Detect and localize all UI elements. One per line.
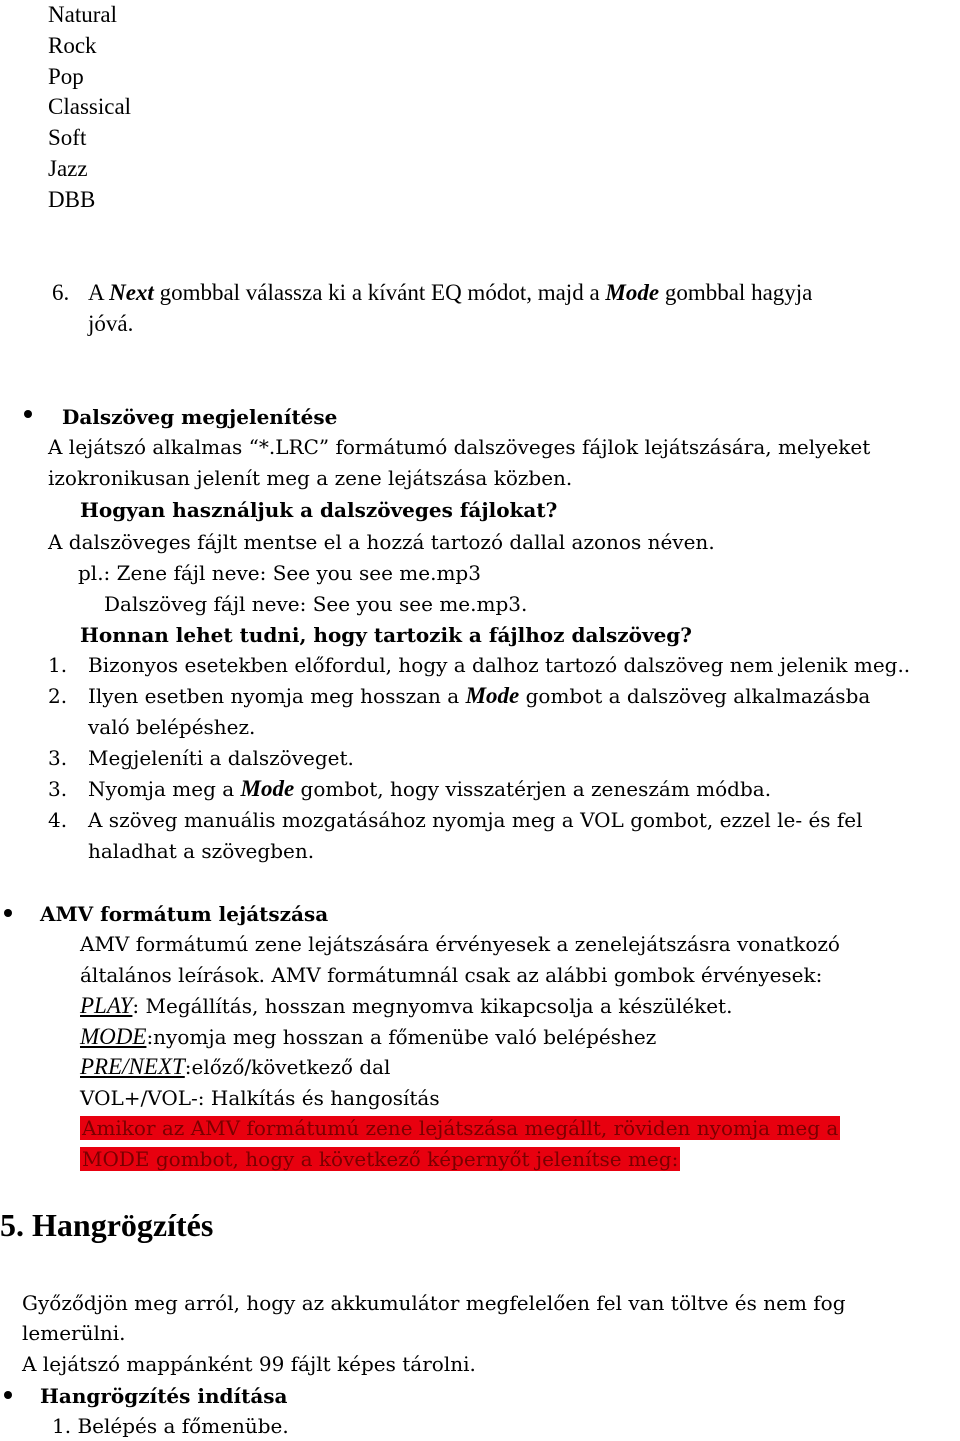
step-text: A Next gombbal válassza ki a kívánt EQ módot, majd a Mode gombbal hagyja <box>88 280 813 305</box>
example-line: Dalszöveg fájl neve: See you see me.mp3. <box>104 592 528 616</box>
list-item: Soft <box>48 125 87 150</box>
step-text: A szöveg manuális mozgatásához nyomja meg a VOL gombot, ezzel le- és fel <box>88 808 863 832</box>
step-number: 3. <box>48 746 68 770</box>
step-text: Ilyen esetben nyomja meg hosszan a Mode gombot a dalszöveg alkalmazásba <box>88 683 871 708</box>
step-text: Megjeleníti a dalszöveget. <box>88 746 354 770</box>
key-description: PRE/NEXT:előző/következő dal <box>80 1054 391 1079</box>
bullet-icon <box>24 410 32 418</box>
key-description: PLAY: Megállítás, hosszan megnyomva kikapcsolja a készüléket. <box>80 993 733 1018</box>
subheading: Hogyan használjuk a dalszöveges fájlokat? <box>80 498 558 522</box>
step-number: 2. <box>48 684 68 708</box>
step-number: 1. <box>48 653 68 677</box>
list-item: Classical <box>48 94 132 119</box>
step-number: 4. <box>48 808 68 832</box>
list-item: Pop <box>48 64 84 89</box>
paragraph-line: AMV formátumú zene lejátszására érvényesek a zenelejátszásra vonatkozó <box>80 932 840 956</box>
paragraph-line: általános leírások. AMV formátumnál csak az alábbi gombok érvényesek: <box>80 963 823 987</box>
bullet-icon <box>4 1391 12 1399</box>
paragraph-line: A lejátszó mappánként 99 fájlt képes tárolni. <box>22 1352 476 1376</box>
key-description: MODE:nyomja meg hosszan a főmenübe való belépéshez <box>80 1024 657 1049</box>
list-item: DBB <box>48 187 96 212</box>
step-number: 3. <box>48 777 68 801</box>
highlighted-note: MODE gombot, hogy a következő képernyőt jelenítse meg: <box>82 1147 679 1171</box>
subheading: Honnan lehet tudni, hogy tartozik a fájlhoz dalszöveg? <box>80 623 693 647</box>
paragraph-line: A dalszöveges fájlt mentse el a hozzá tartozó dallal azonos néven. <box>48 530 715 554</box>
paragraph-line: izokronikusan jelenít meg a zene lejátszása közben. <box>48 466 573 490</box>
paragraph-line: lemerülni. <box>22 1321 126 1345</box>
step-text: 1. Belépés a főmenübe. <box>52 1414 289 1438</box>
paragraph-line: Győződjön meg arról, hogy az akkumulátor megfelelően fel van töltve és nem fog <box>22 1291 846 1315</box>
section-heading: Dalszöveg megjelenítése <box>62 405 338 429</box>
step-text-cont: való belépéshez. <box>88 715 256 739</box>
step-text-cont: haladhat a szövegben. <box>88 839 315 863</box>
paragraph-line: A lejátszó alkalmas “*.LRC” formátumó dalszöveges fájlok lejátszására, melyeket <box>48 435 871 459</box>
step-number: 6. <box>52 280 70 305</box>
bullet-icon <box>4 909 12 917</box>
section-title: 5. Hangrögzítés <box>0 1207 214 1243</box>
subheading: Hangrögzítés indítása <box>40 1384 288 1408</box>
highlighted-note: Amikor az AMV formátumú zene lejátszása megállt, röviden nyomja meg a <box>82 1116 839 1140</box>
list-item: Jazz <box>48 156 88 181</box>
step-text: Nyomja meg a Mode gombot, hogy visszatérjen a zeneszám módba. <box>88 776 772 801</box>
step-text-cont: jóvá. <box>88 311 134 336</box>
list-item: Rock <box>48 33 97 58</box>
example-line: pl.: Zene fájl neve: See you see me.mp3 <box>78 561 481 585</box>
step-text: Bizonyos esetekben előfordul, hogy a dalhoz tartozó dalszöveg nem jelenik meg.. <box>88 653 911 677</box>
key-description: VOL+/VOL-: Halkítás és hangosítás <box>80 1086 440 1110</box>
list-item: Natural <box>48 2 117 27</box>
section-heading: AMV formátum lejátszása <box>40 902 329 926</box>
